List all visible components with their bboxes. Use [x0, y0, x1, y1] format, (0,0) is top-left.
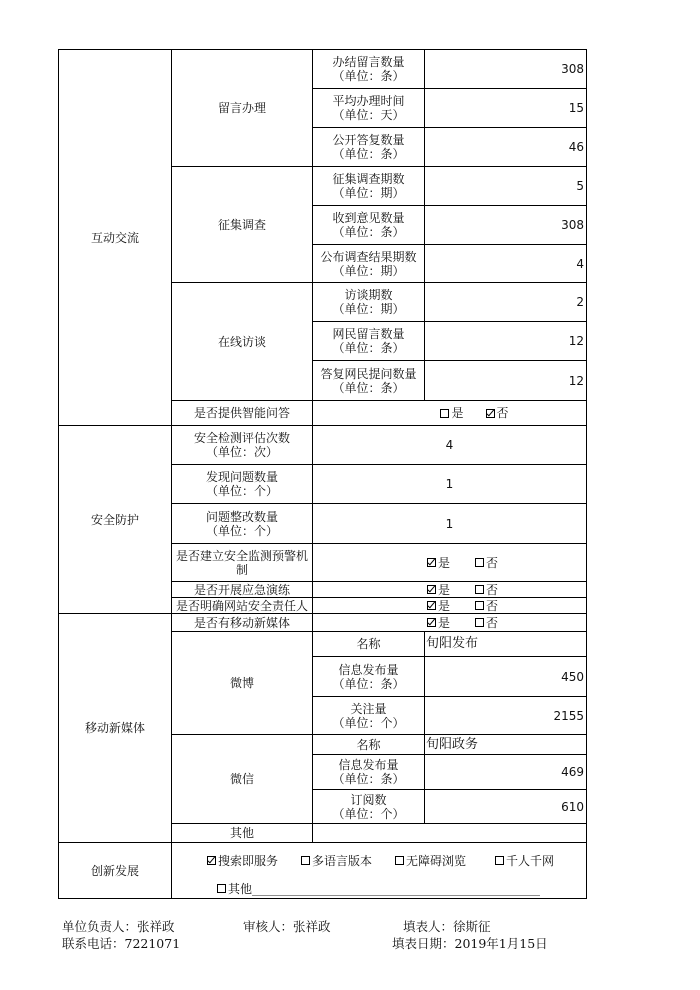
section-interaction-label: 互动交流 — [90, 230, 139, 245]
checkbox-icon — [495, 856, 504, 865]
section-media-label: 移动新媒体 — [84, 721, 145, 735]
monitoring-options — [313, 544, 586, 581]
checkbox-checked-icon — [427, 558, 436, 567]
assessments-label: 安全检测评估次数 （单位：次） — [193, 431, 290, 459]
responsible-label: 是否明确网站安全责任人 — [175, 598, 308, 613]
avg-time-value: 15 — [568, 101, 584, 115]
checkbox-icon — [217, 884, 226, 893]
option-multilingual[interactable]: 多语言版本 — [301, 852, 372, 869]
option-search-service[interactable]: 搜索即服务 — [207, 852, 278, 869]
issues-found-label: 发现问题数量 （单位：个） — [205, 470, 278, 498]
fill-date: 填表日期：2019年1月15日 — [392, 936, 548, 951]
interview-periods-label: 访谈期数 （单位：期） — [332, 288, 405, 316]
wechat-name-label: 名称 — [356, 737, 381, 752]
weibo-followers-label: 关注量 （单位：个） — [332, 701, 405, 730]
wechat-subscribers-label: 订阅数 （单位：个） — [332, 792, 405, 821]
online-interview-label: 在线访谈 — [217, 334, 266, 349]
smart-qa-options — [313, 401, 586, 425]
interview-messages-value: 12 — [568, 334, 584, 348]
wechat-name-value: 旬阳政务 — [426, 736, 479, 752]
public-replies-value: 46 — [568, 140, 584, 154]
smart-qa-yes[interactable]: 是 — [440, 406, 463, 420]
survey-periods-value: 5 — [576, 179, 584, 193]
issues-found-value: 1 — [445, 477, 454, 491]
has-media-options — [313, 614, 586, 631]
issues-fixed-label: 问题整改数量 （单位：个） — [205, 509, 278, 538]
weibo-name-value: 旬阳发布 — [426, 636, 479, 651]
option-accessibility[interactable]: 无障碍浏览 — [395, 852, 466, 869]
contact-phone: 联系电话：7221071 — [62, 936, 181, 951]
smart-qa-no[interactable]: 否 — [486, 406, 509, 420]
section-innovation-label: 创新发展 — [90, 863, 139, 878]
completed-count-value: 308 — [561, 62, 584, 76]
checkbox-icon — [475, 601, 484, 610]
avg-time-label: 平均办理时间 （单位：天） — [332, 94, 405, 122]
checkbox-icon — [475, 585, 484, 594]
interview-answers-value: 12 — [568, 373, 584, 388]
checkbox-checked-icon — [427, 585, 436, 594]
survey-results-value: 4 — [576, 256, 584, 271]
reviewer: 审核人：张祥政 — [243, 919, 331, 934]
monitoring-no[interactable]: 否 — [475, 556, 498, 570]
option-personalized[interactable]: 千人千网 — [495, 852, 554, 869]
weibo-followers-value: 2155 — [553, 708, 584, 723]
responsible-yes[interactable]: 是 — [427, 599, 450, 613]
smart-qa-label: 是否提供智能问答 — [193, 406, 290, 420]
issues-fixed-value: 1 — [445, 516, 454, 531]
checkbox-icon — [395, 856, 404, 865]
responsible-options — [313, 598, 586, 613]
other-input-line[interactable]: ________________________________________________ — [252, 881, 541, 896]
weibo-label: 微博 — [229, 676, 254, 690]
monitoring-label: 是否建立安全监测预警机 制 — [175, 548, 308, 577]
checkbox-icon — [301, 856, 310, 865]
section-security-label: 安全防护 — [90, 512, 139, 527]
survey-opinions-label: 收到意见数量 （单位：条） — [332, 211, 405, 239]
drill-no[interactable]: 否 — [475, 583, 498, 597]
has-media-yes[interactable]: 是 — [427, 616, 450, 630]
checkbox-icon — [475, 558, 484, 567]
message-handling-label: 留言办理 — [217, 101, 266, 115]
checkbox-checked-icon — [427, 618, 436, 627]
checkbox-checked-icon — [207, 856, 216, 865]
wechat-posts-label: 信息发布量 （单位：条） — [332, 758, 405, 786]
checkbox-checked-icon — [427, 601, 436, 610]
interview-answers-label: 答复网民提问数量 （单位：条） — [320, 366, 417, 395]
survey-opinions-value: 308 — [561, 218, 584, 232]
unit-head: 单位负责人：张祥政 — [62, 919, 175, 934]
checkbox-icon — [440, 409, 449, 418]
interview-periods-value: 2 — [576, 295, 584, 309]
survey-label: 征集调查 — [217, 217, 266, 232]
monitoring-yes[interactable]: 是 — [427, 556, 450, 570]
weibo-name-label: 名称 — [356, 637, 381, 651]
wechat-posts-value: 469 — [561, 765, 584, 779]
survey-results-label: 公布调查结果期数 （单位：期） — [320, 249, 417, 278]
filler: 填表人：徐斯征 — [403, 919, 491, 934]
public-replies-label: 公开答复数量 （单位：条） — [332, 133, 405, 161]
completed-count-label: 办结留言数量 （单位：条） — [332, 55, 405, 83]
assessments-value: 4 — [445, 438, 454, 452]
checkbox-checked-icon — [486, 409, 495, 418]
responsible-no[interactable]: 否 — [475, 599, 498, 613]
drill-label: 是否开展应急演练 — [193, 582, 290, 597]
drill-options — [313, 582, 586, 597]
drill-yes[interactable]: 是 — [427, 583, 450, 597]
has-media-no[interactable]: 否 — [475, 616, 498, 630]
option-other[interactable]: 其他 ________________________________________________ — [217, 880, 540, 897]
checkbox-icon — [475, 618, 484, 627]
weibo-posts-label: 信息发布量 （单位：条） — [332, 662, 405, 691]
interview-messages-label: 网民留言数量 （单位：条） — [332, 327, 405, 355]
has-media-label: 是否有移动新媒体 — [193, 615, 290, 630]
wechat-label: 微信 — [229, 772, 254, 786]
weibo-posts-value: 450 — [561, 669, 584, 684]
wechat-subscribers-value: 610 — [561, 799, 584, 814]
media-other-label: 其他 — [229, 826, 254, 840]
survey-periods-label: 征集调查期数 （单位：期） — [332, 172, 405, 200]
